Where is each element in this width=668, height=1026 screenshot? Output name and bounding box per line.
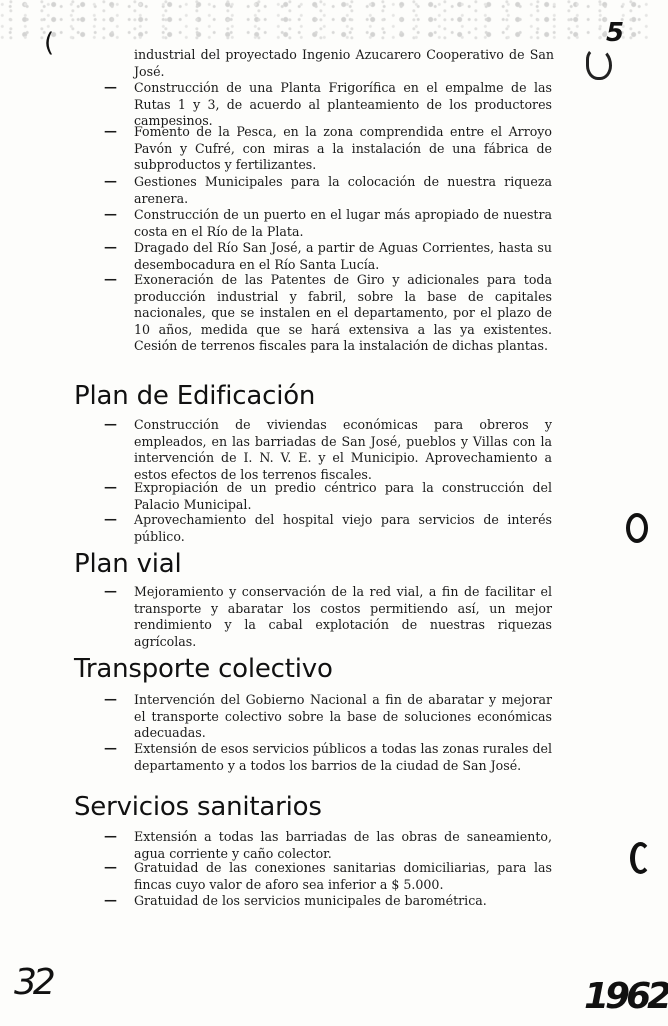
bullet-dash: —	[104, 207, 117, 222]
list-item-text: Construcción de una Planta Frigorífica en el empalme de las Rutas 1 y 3, de acuerdo al planteamiento de los productores campesinos.	[134, 80, 552, 128]
list-item-text: Extensión a todas las barriadas de las obras de saneamiento, agua corriente y caño colector.	[134, 829, 552, 861]
intro-continuation: industrial del proyectado Ingenio Azucarero Cooperativo de San José.	[134, 47, 554, 79]
bullet-dash: —	[104, 240, 117, 255]
bullet-dash: —	[104, 480, 117, 495]
bullet-dash: —	[104, 417, 117, 432]
list-item-text: Expropiación de un predio céntrico para la construcción del Palacio Municipal.	[134, 480, 552, 512]
handwritten-page-number: 32	[14, 962, 52, 1003]
handwritten-year: 1962	[584, 976, 668, 1017]
list-item-text: Exoneración de las Patentes de Giro y adicionales para toda producción industrial y fabril, sobre la base de capitales nacionales, que se instalen en el departamento, por el plazo de 10 años, medida que se hará extensiva a las ya existentes. Cesión de terrenos fiscales para la instalación de dichas plantas.	[134, 272, 552, 353]
section-heading: Transporte colectivo	[74, 654, 333, 684]
bullet-dash: —	[104, 272, 117, 287]
bullet-dash: —	[104, 174, 117, 189]
list-item-text: Dragado del Río San José, a partir de Aguas Corrientes, hasta su desembocadura en el Río Santa Lucía.	[134, 240, 552, 272]
bullet-dash: —	[104, 893, 117, 908]
section-heading: Servicios sanitarios	[74, 792, 322, 822]
section-heading: Plan vial	[74, 549, 182, 579]
ink-scribble	[586, 48, 612, 80]
list-item-text: Gestiones Municipales para la colocación de nuestra riqueza arenera.	[134, 174, 552, 206]
list-item-text: Extensión de esos servicios públicos a todas las zonas rurales del departamento y a todos los barrios de la ciudad de San José.	[134, 741, 552, 773]
punch-hole-mark	[626, 513, 648, 543]
list-item-text: Mejoramiento y conservación de la red vial, a fin de facilitar el transporte y abaratar los costos permitiendo así, un mejor rendimiento y la cabal explotación de nuestras riquezas agrícolas.	[134, 584, 552, 649]
bullet-dash: —	[104, 124, 117, 139]
binding-mark: (	[44, 28, 55, 58]
bullet-dash: —	[104, 512, 117, 527]
bullet-dash: —	[104, 860, 117, 875]
section-heading: Plan de Edificación	[74, 381, 316, 411]
handwritten-corner-mark: 5	[606, 18, 625, 48]
list-item-text: Construcción de viviendas económicas para obreros y empleados, en las barriadas de San José, pueblos y Villas con la intervención de I. N. V. E. y el Municipio. Aprovechamiento a estos efectos de los terrenos fiscales.	[134, 417, 552, 482]
list-item-text: Gratuidad de las conexiones sanitarias domiciliarias, para las fincas cuyo valor de aforo sea inferior a $ 5.000.	[134, 860, 552, 892]
list-item-text: Fomento de la Pesca, en la zona comprendida entre el Arroyo Pavón y Cufré, con miras a la instalación de una fábrica de subproductos y fertilizantes.	[134, 124, 552, 172]
list-item-text: Construcción de un puerto en el lugar más apropiado de nuestra costa en el Río de la Plata.	[134, 207, 552, 239]
list-item-text: Intervención del Gobierno Nacional a fin de abaratar y mejorar el transporte colectivo sobre la base de soluciones económicas adecuadas.	[134, 692, 552, 740]
list-item-text: Aprovechamiento del hospital viejo para servicios de interés público.	[134, 512, 552, 544]
bullet-dash: —	[104, 692, 117, 707]
list-item-text: Gratuidad de los servicios municipales de barométrica.	[134, 893, 487, 908]
punch-hole-mark	[630, 842, 651, 874]
bullet-dash: —	[104, 584, 117, 599]
bullet-dash: —	[104, 80, 117, 95]
bullet-dash: —	[104, 829, 117, 844]
bullet-dash: —	[104, 741, 117, 756]
